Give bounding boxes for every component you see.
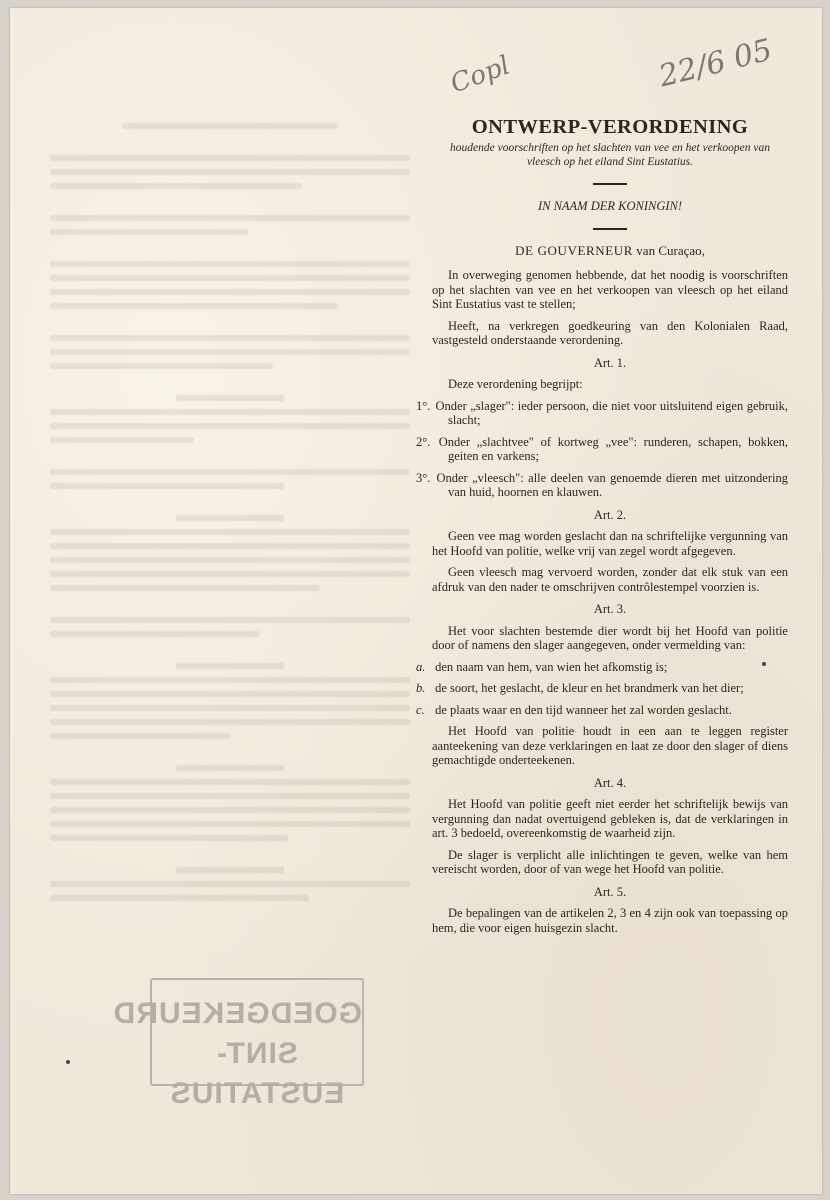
article-5-paragraph-1: De bepalingen van de artikelen 2, 3 en 4 zijn ook van toepassing op hem, die voor eigen huisgezin slacht.	[432, 906, 788, 935]
item-text: Onder „vleesch": alle deelen van genoemde dieren met uitzondering van huid, hoornen en klauwen.	[436, 470, 788, 499]
stamp-line-2: SINT-EUSTATIUS	[169, 1037, 345, 1110]
preamble-considering: In overweging genomen hebbende, dat het noodig is voorschriften op het slachten van vee en het verkoopen van vleesch op het eiland Sint Eustatius vast te stellen;	[432, 268, 788, 311]
declaration-item	[432, 703, 788, 718]
governor-title: DE GOUVERNEUR	[515, 242, 634, 258]
ink-speck	[66, 1060, 70, 1064]
definition-item	[432, 399, 788, 428]
article-5-heading: Art. 5.	[593, 884, 627, 899]
ordinance-text-column	[432, 116, 788, 942]
item-text: Onder „slachtvee" of kortweg „vee": runderen, schapen, bokken, geiten en varkens;	[438, 434, 789, 463]
article-4-heading: Art. 4.	[593, 775, 627, 790]
declaration-item	[432, 660, 788, 675]
item-text: den naam van hem, van wien het afkomstig is;	[435, 659, 668, 674]
handwritten-date: 22/6 05	[655, 32, 776, 95]
document-title: ONTWERP-VERORDENING	[471, 116, 749, 138]
definition-item	[432, 435, 788, 464]
article-4-paragraph-1: Het Hoofd van politie geeft niet eerder het schriftelijk bewijs van vergunning dan nadat overtuigend gebleken is, dat de verklaringen in art. 3 bedoeld, overeenkomstig de waarheid zijn.	[432, 797, 788, 840]
definition-item	[432, 471, 788, 500]
article-2-heading: Art. 2.	[593, 507, 627, 522]
show-through-text	[50, 123, 410, 1083]
document-subtitle: houdende voorschriften op het slachten van vee en het verkoopen van vleesch op het eiland Sint Eustatius.	[450, 142, 770, 168]
handwritten-note-left: Copl	[446, 50, 514, 100]
article-3-paragraph-2: Het Hoofd van politie houdt in een aan te leggen register aanteekening van deze verklaringen en laat ze door den slager of diens gemachtigde onderteekenen.	[432, 724, 788, 767]
preamble-enacting: Heeft, na verkregen goedkeuring van den Kolonialen Raad, vastgesteld onderstaande verordening.	[432, 318, 788, 347]
item-text: de plaats waar en den tijd wanneer het zal worden geslacht.	[435, 702, 732, 717]
stamp-line-1: GOEDGEKEURD	[112, 997, 362, 1030]
divider-rule	[593, 183, 627, 185]
article-3-heading: Art. 3.	[593, 602, 627, 616]
declaration-item	[432, 681, 788, 696]
item-text: Onder „slager": ieder persoon, die niet voor uitsluitend eigen gebruik, slacht;	[435, 398, 789, 427]
article-4-paragraph-2: De slager is verplicht alle inlichtingen te geven, welke van hem vereischt worden, door of van wege het Hoofd van politie.	[432, 847, 788, 876]
governor-territory: van Curaçao,	[636, 242, 705, 258]
article-3-intro: Het voor slachten bestemde dier wordt bij het Hoofd van politie door of namens den slager aangegeven, onder vermelding van:	[432, 623, 788, 652]
governor-line	[432, 244, 788, 259]
article-1-heading: Art. 1.	[593, 355, 627, 370]
article-2-paragraph-1: Geen vee mag worden geslacht dan na schriftelijke vergunning van het Hoofd van politie, welke vrij van zegel wordt afgegeven.	[432, 529, 788, 558]
article-2-paragraph-2: Geen vleesch mag vervoerd worden, zonder dat elk stuk van een afdruk van den nader te omschrijven contrôlestempel voorzien is.	[432, 565, 788, 594]
invocation: IN NAAM DER KONINGIN!	[537, 199, 683, 213]
approval-stamp	[112, 978, 364, 1110]
item-text: de soort, het geslacht, de kleur en het brandmerk van het dier;	[435, 681, 744, 695]
divider-rule	[593, 228, 627, 230]
article-1-intro: Deze verordening begrijpt:	[448, 377, 583, 391]
